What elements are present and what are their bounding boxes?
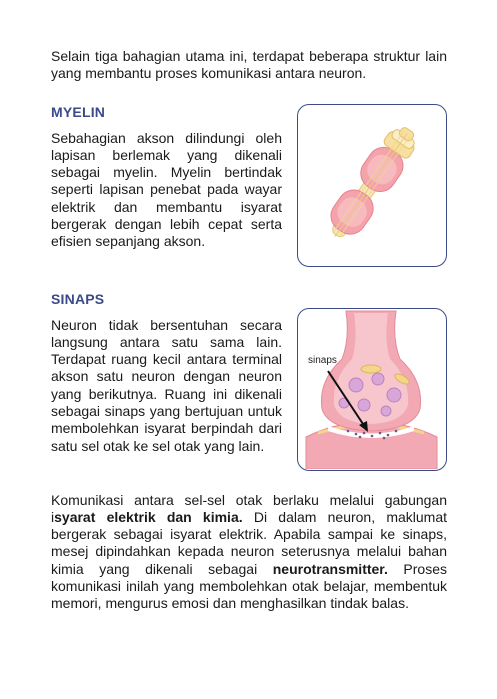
intro-paragraph: Selain tiga bahagian utama ini, terdapat beberapa struktur lain yang membantu proses komunikasi antara neuron. xyxy=(51,48,447,82)
myelin-section xyxy=(51,104,447,267)
myelin-text xyxy=(51,104,282,251)
closing-text-3: Proses komunikasi inilah yang membolehkan otak belajar, membentuk memori, mengurus emosi dan menghasilkan tindak balas. xyxy=(51,560,447,612)
synapse-illustration xyxy=(298,309,445,469)
sinaps-section xyxy=(51,291,447,471)
sinaps-heading: SINAPS xyxy=(51,290,105,307)
closing-bold-2: neurotransmitter. xyxy=(272,560,388,577)
closing-text-2: Di dalam neuron, maklumat bergerak sebagai isyarat elektrik. Apabila sampai ke sinaps, mesej dipindahkan kepada neuron seterusnya melalui bahan kimia yang dikenali sebagai xyxy=(51,508,448,577)
sinaps-body: Neuron tidak bersentuhan secara langsung antara satu sama lain. Terdapat ruang kecil antara terminal akson satu neuron dengan neuron yang berikutnya. Ruang ini dikenali sebagai sinaps yang bertujuan untuk membolehkan isyarat berpindah dari satu sel otak ke sel otak yang lain. xyxy=(51,316,282,454)
synapse-figure xyxy=(297,308,447,471)
sinaps-text xyxy=(51,291,282,455)
closing-paragraph xyxy=(51,492,447,613)
closing-bold-1: syarat elektrik dan kimia. xyxy=(54,508,243,525)
synapse-label: sinaps xyxy=(308,354,337,366)
page-content xyxy=(51,48,447,613)
myelin-figure xyxy=(297,104,447,267)
myelin-heading: MYELIN xyxy=(51,103,106,120)
myelin-illustration xyxy=(298,105,445,265)
myelin-body: Sebahagian akson dilindungi oleh lapisan berlemak yang dikenali sebagai myelin. Myelin bertindak seperti lapisan penebat pada wayar elektrik dan membantu isyarat bergerak dengan lebih cepat serta efisien sepanjang akson. xyxy=(51,129,282,250)
closing-text-1: Komunikasi antara sel-sel otak berlaku melalui gabungan i xyxy=(51,491,447,525)
